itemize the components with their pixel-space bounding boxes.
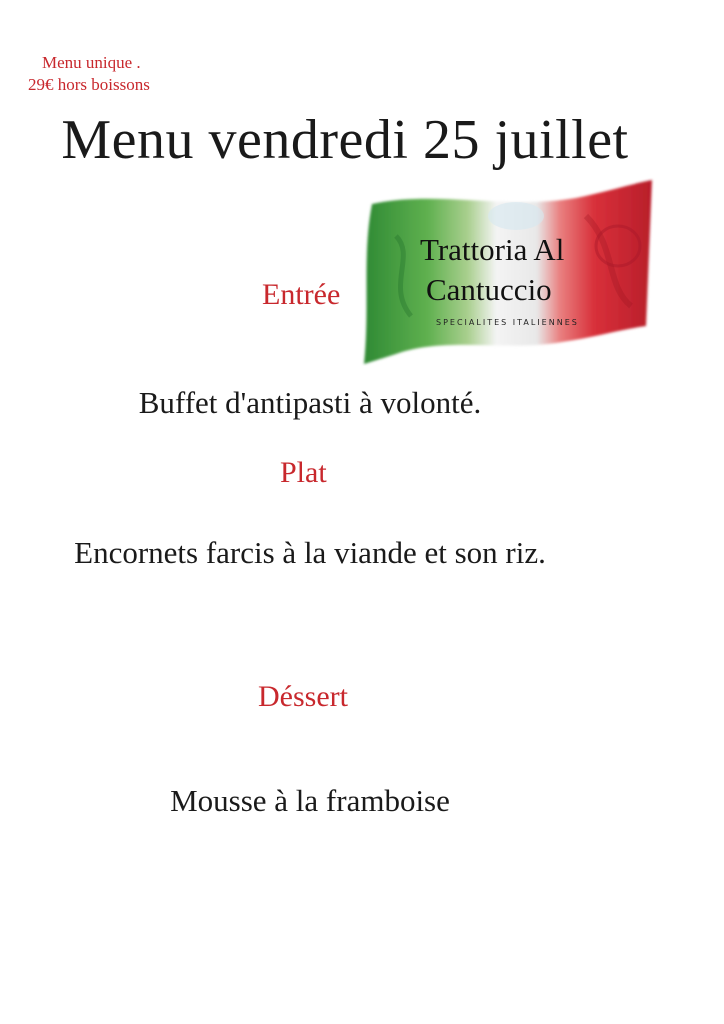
logo-name-line2: Cantuccio [426,272,552,307]
dish-entree: Buffet d'antipasti à volonté. [138,385,482,420]
section-label-plat: Plat [280,456,327,489]
price-note-line1: Menu unique . [42,53,141,72]
restaurant-logo [356,176,656,366]
price-note [28,52,218,96]
section-label-entree: Entrée [262,278,341,311]
price-note-line2: 29€ hors boissons [28,75,150,94]
dish-plat: Encornets farcis à la viande et son riz. [74,535,546,570]
logo-name [420,230,660,310]
dish-dessert: Mousse à la framboise [170,783,450,818]
logo-name-line1: Trattoria Al [420,232,565,267]
section-label-dessert: Déssert [258,680,348,713]
logo-tagline: SPECIALITES ITALIENNES [436,318,579,327]
menu-title: Menu vendredi 25 juillet [61,109,629,171]
